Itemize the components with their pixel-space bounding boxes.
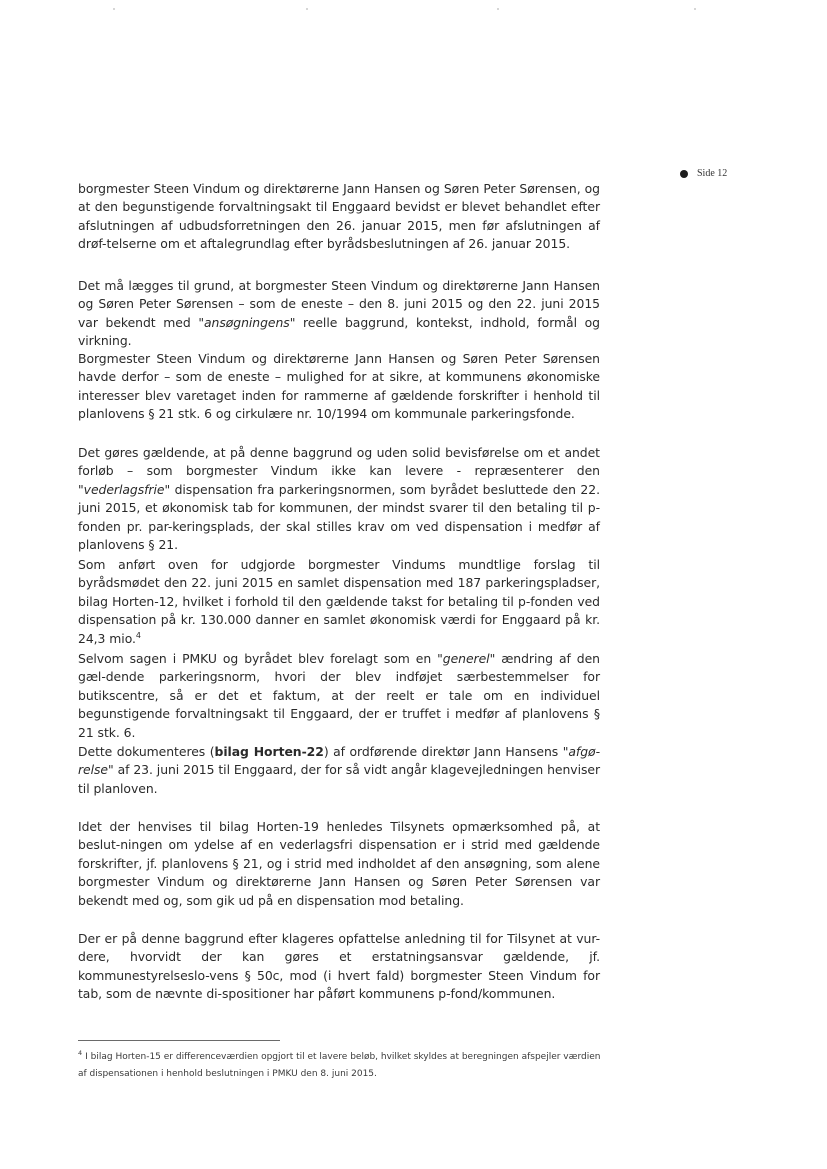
body-paragraph: [78, 444, 604, 554]
text-run: bilag Horten-22: [214, 744, 324, 759]
text-run: Dette dokumenteres (: [78, 744, 215, 759]
text-run: " dispensation fra parkeringsnormen, som byrådet besluttede den 22. juni 2015, et økonomisk tab for kommunen, der mindst svarer til den betaling til p-fonden pr. par-keringsplads, der skal stilles krav om ved dispensation i medfør af planlovens § 21.: [78, 481, 604, 553]
text-run: generel: [442, 651, 490, 666]
footnote-divider: [78, 1040, 280, 1041]
body-paragraph: [78, 650, 604, 742]
body-paragraph: [78, 350, 604, 424]
text-run: vederlagsfrie: [83, 481, 165, 497]
text-run: Borgmester Steen Vindum og direktørerne Jann Hansen og Søren Peter Sørensen havde derfor – som de eneste – mulighed for at sikre, at kommunens økonomiske interesser blev varetaget inden for rammerne af gældende forskrifter i henhold til planlovens § 21 stk. 6 og cirkulære nr. 10/1994 om kommunale parkeringsfonde.: [78, 351, 604, 422]
footnote-text: I bilag Horten-15 er differenceværdien opgjort til et lavere beløb, hvilket skyldes at beregningen afspejler værdien af dispensationen i henhold beslutningen i PMKU den 8. juni 2015.: [78, 1052, 601, 1079]
text-run: Det gøres gældende, at på denne baggrund og uden solid bevisførelse om et andet forløb – som borgmester Vindum ikke kan levere - repræsenterer den ": [78, 445, 604, 497]
text-run: Som anført oven for udgjorde borgmester Vindums mundtlige forslag til byrådsmødet den 22. juni 2015 en samlet dispensation med 187 parkeringspladser, bilag Horten-12, hvilket i forhold til den gældende takst for betaling til p-fonden ved dispensation på kr. 130.000 danner en samlet økonomisk værdi for Enggaard på kr. 24,3 mio.: [78, 557, 604, 646]
text-run: ) af ordførende direktør Jann Hansens ": [323, 744, 569, 759]
text-run: 4: [135, 630, 141, 640]
text-run: " ændring af den gæl-dende parkeringsnorm, hvori der blev indføjet særbestemmelser for butikscentre, så er det et faktum, at der reelt er tale om en individuel begunstigende forvaltningsakt til Enggaard, der er truffet i medfør af planlovens § 21 stk. 6.: [78, 651, 604, 740]
text-run: borgmester Steen Vindum og direktørerne Jann Hansen og Søren Peter Sørensen, og at den begunstigende forvaltningsakt til Enggaard bevidst er blevet behandlet efter afslutningen af udbudsforretningen den 26. januar 2015, men før afslutningen af drøf-telserne om et aftalegrundlag efter byrådsbeslutningen af 26. januar 2015.: [78, 181, 604, 252]
scan-artifacts: [0, 0, 827, 20]
footnote: [78, 1049, 602, 1082]
page-number-marker: [680, 168, 727, 179]
body-paragraph: [78, 180, 604, 254]
footnote-mark: 4: [78, 1049, 83, 1057]
text-run: " reelle baggrund, kontekst, indhold, formål og virkning.: [78, 314, 604, 349]
body-paragraph: [78, 743, 604, 798]
body-paragraph: [78, 818, 604, 910]
body-paragraph: [78, 556, 604, 648]
text-run: Selvom sagen i PMKU og byrådet blev forelagt som en ": [78, 651, 443, 666]
bullet-dot-icon: [680, 170, 688, 178]
text-run: afgø-relse: [78, 744, 600, 778]
text-run: Der er på denne baggrund efter klageres opfattelse anledning til for Tilsynet at vur-dere, hvorvidt der kan gøres et erstatningsansvar gældende, jf. kommunestyrelseslo-vens § 50c, mod (i hvert fald) borgmester Steen Vindum for tab, som de nævnte di-spositioner har påført kommunens p-fond/kommunen.: [78, 931, 604, 1002]
page-number: Side 12: [697, 168, 728, 179]
text-run: Det må lægges til grund, at borgmester Steen Vindum og direktørerne Jann Hansen og Søren Peter Sørensen – som de eneste – den 8. juni 2015 og den 22. juni 2015 var bekendt med ": [78, 278, 604, 330]
body-paragraph: [78, 277, 604, 351]
text-run: ansøgningens: [204, 314, 290, 330]
text-run: Idet der henvises til bilag Horten-19 henledes Tilsynets opmærksomhed på, at beslut-ningen om ydelse af en vederlagsfri dispensation er i strid med gældende forskrifter, jf. planlovens § 21, og i strid med indholdet af den ansøgning, som alene borgmester Vindum og direktørerne Jann Hansen og Søren Peter Sørensen var bekendt med og, som gik ud på en dispensation mod betaling.: [78, 819, 604, 908]
body-paragraph: [78, 930, 604, 1004]
text-run: " af 23. juni 2015 til Enggaard, der for så vidt angår klagevejledningen henviser til planloven.: [78, 762, 604, 796]
